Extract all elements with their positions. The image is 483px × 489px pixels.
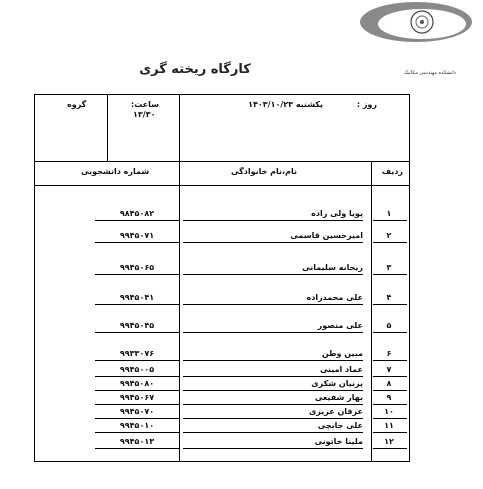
row-underline: [183, 274, 363, 275]
row-index: ۷: [386, 365, 392, 374]
time-value: ۱۳/۳۰: [133, 110, 156, 119]
row-underline: [373, 304, 407, 305]
row-underline: [183, 448, 363, 449]
student-name: ریحانه سلیمانی: [302, 263, 363, 272]
row-underline: [373, 418, 407, 419]
student-id: ۹۹۳۳۰۷۶: [119, 349, 155, 358]
page-title: کارگاه ریخته گری: [139, 62, 251, 77]
group-label: گروه: [67, 100, 87, 109]
student-id: ۹۹۴۵۰۷۰: [119, 407, 155, 416]
row-underline: [95, 390, 179, 391]
row-underline: [373, 390, 407, 391]
row-index: ۱۰: [384, 407, 394, 416]
row-index: ۸: [386, 379, 392, 388]
row-underline: [373, 404, 407, 405]
university-name: دانشکده مهندسی مکانیک: [403, 70, 456, 76]
student-name: بهار شفیعی: [314, 393, 363, 402]
row-underline: [95, 242, 179, 243]
row-underline: [95, 404, 179, 405]
student-name: علی جابچی: [317, 421, 363, 430]
row-underline: [183, 404, 363, 405]
student-name: عرفان عزیزی: [308, 407, 363, 416]
student-name: عماد امینی: [319, 365, 363, 374]
row-index: ۵: [386, 321, 392, 330]
column-header-index: ردیف: [381, 167, 403, 176]
student-name: علی محمدزاده: [306, 293, 363, 302]
day-value: یکشنبه ۱۴۰۳/۱۰/۲۳: [248, 100, 323, 109]
time-label: ساعت:: [131, 100, 160, 109]
student-name: علی منصور: [317, 321, 363, 330]
column-header-student-id: شماره دانشجویی: [81, 167, 150, 176]
header-divider: [35, 161, 409, 162]
row-underline: [183, 432, 363, 433]
row-underline: [183, 220, 363, 221]
university-logo: [356, 0, 476, 46]
row-underline: [183, 418, 363, 419]
row-underline: [373, 432, 407, 433]
student-id: ۹۸۴۵۰۸۲: [119, 209, 155, 218]
row-underline: [95, 220, 179, 221]
column-divider: [107, 95, 108, 161]
row-index: ۱: [386, 209, 392, 218]
student-id: ۹۹۴۵۰۱۰: [119, 421, 155, 430]
row-index: ۴: [386, 293, 392, 302]
student-name: ملینا خاتونی: [314, 437, 363, 446]
attendance-sheet: [34, 94, 410, 462]
row-index: ۱۱: [384, 421, 394, 430]
row-index: ۱۲: [384, 437, 394, 446]
student-id: ۹۹۴۵۰۷۱: [119, 231, 155, 240]
row-underline: [373, 376, 407, 377]
row-underline: [373, 360, 407, 361]
row-underline: [183, 360, 363, 361]
row-underline: [95, 448, 179, 449]
student-id: ۹۹۴۵۰۶۷: [119, 393, 155, 402]
day-label: روز :: [356, 100, 377, 109]
row-underline: [95, 376, 179, 377]
student-name: امیرحسین قاسمی: [290, 231, 363, 240]
row-index: ۶: [386, 349, 392, 358]
row-index: ۹: [386, 393, 392, 402]
row-underline: [95, 360, 179, 361]
row-underline: [373, 242, 407, 243]
column-header-name: نام،نام خانوادگی: [231, 167, 297, 176]
row-underline: [183, 332, 363, 333]
header-divider: [35, 185, 409, 186]
row-underline: [183, 390, 363, 391]
row-underline: [95, 274, 179, 275]
row-underline: [183, 376, 363, 377]
row-underline: [183, 304, 363, 305]
row-underline: [373, 448, 407, 449]
row-underline: [373, 274, 407, 275]
row-underline: [373, 332, 407, 333]
row-underline: [95, 332, 179, 333]
row-underline: [95, 418, 179, 419]
row-index: ۳: [386, 263, 392, 272]
row-underline: [183, 242, 363, 243]
student-id: ۹۹۴۵۰۰۵: [119, 365, 155, 374]
student-id: ۹۹۴۵۰۶۵: [119, 263, 155, 272]
row-underline: [95, 432, 179, 433]
row-index: ۲: [386, 231, 392, 240]
student-name: پویا ولی زاده: [311, 209, 363, 218]
student-id: ۹۹۴۵۰۸۰: [119, 379, 155, 388]
student-name: مبین وطن: [321, 349, 363, 358]
student-id: ۹۹۴۵۰۱۳: [119, 437, 155, 446]
student-name: پرنیان شکری: [311, 379, 363, 388]
row-underline: [95, 304, 179, 305]
student-id: ۹۹۴۵۰۴۵: [119, 321, 155, 330]
row-underline: [373, 220, 407, 221]
student-id: ۹۹۴۵۰۴۱: [119, 293, 155, 302]
